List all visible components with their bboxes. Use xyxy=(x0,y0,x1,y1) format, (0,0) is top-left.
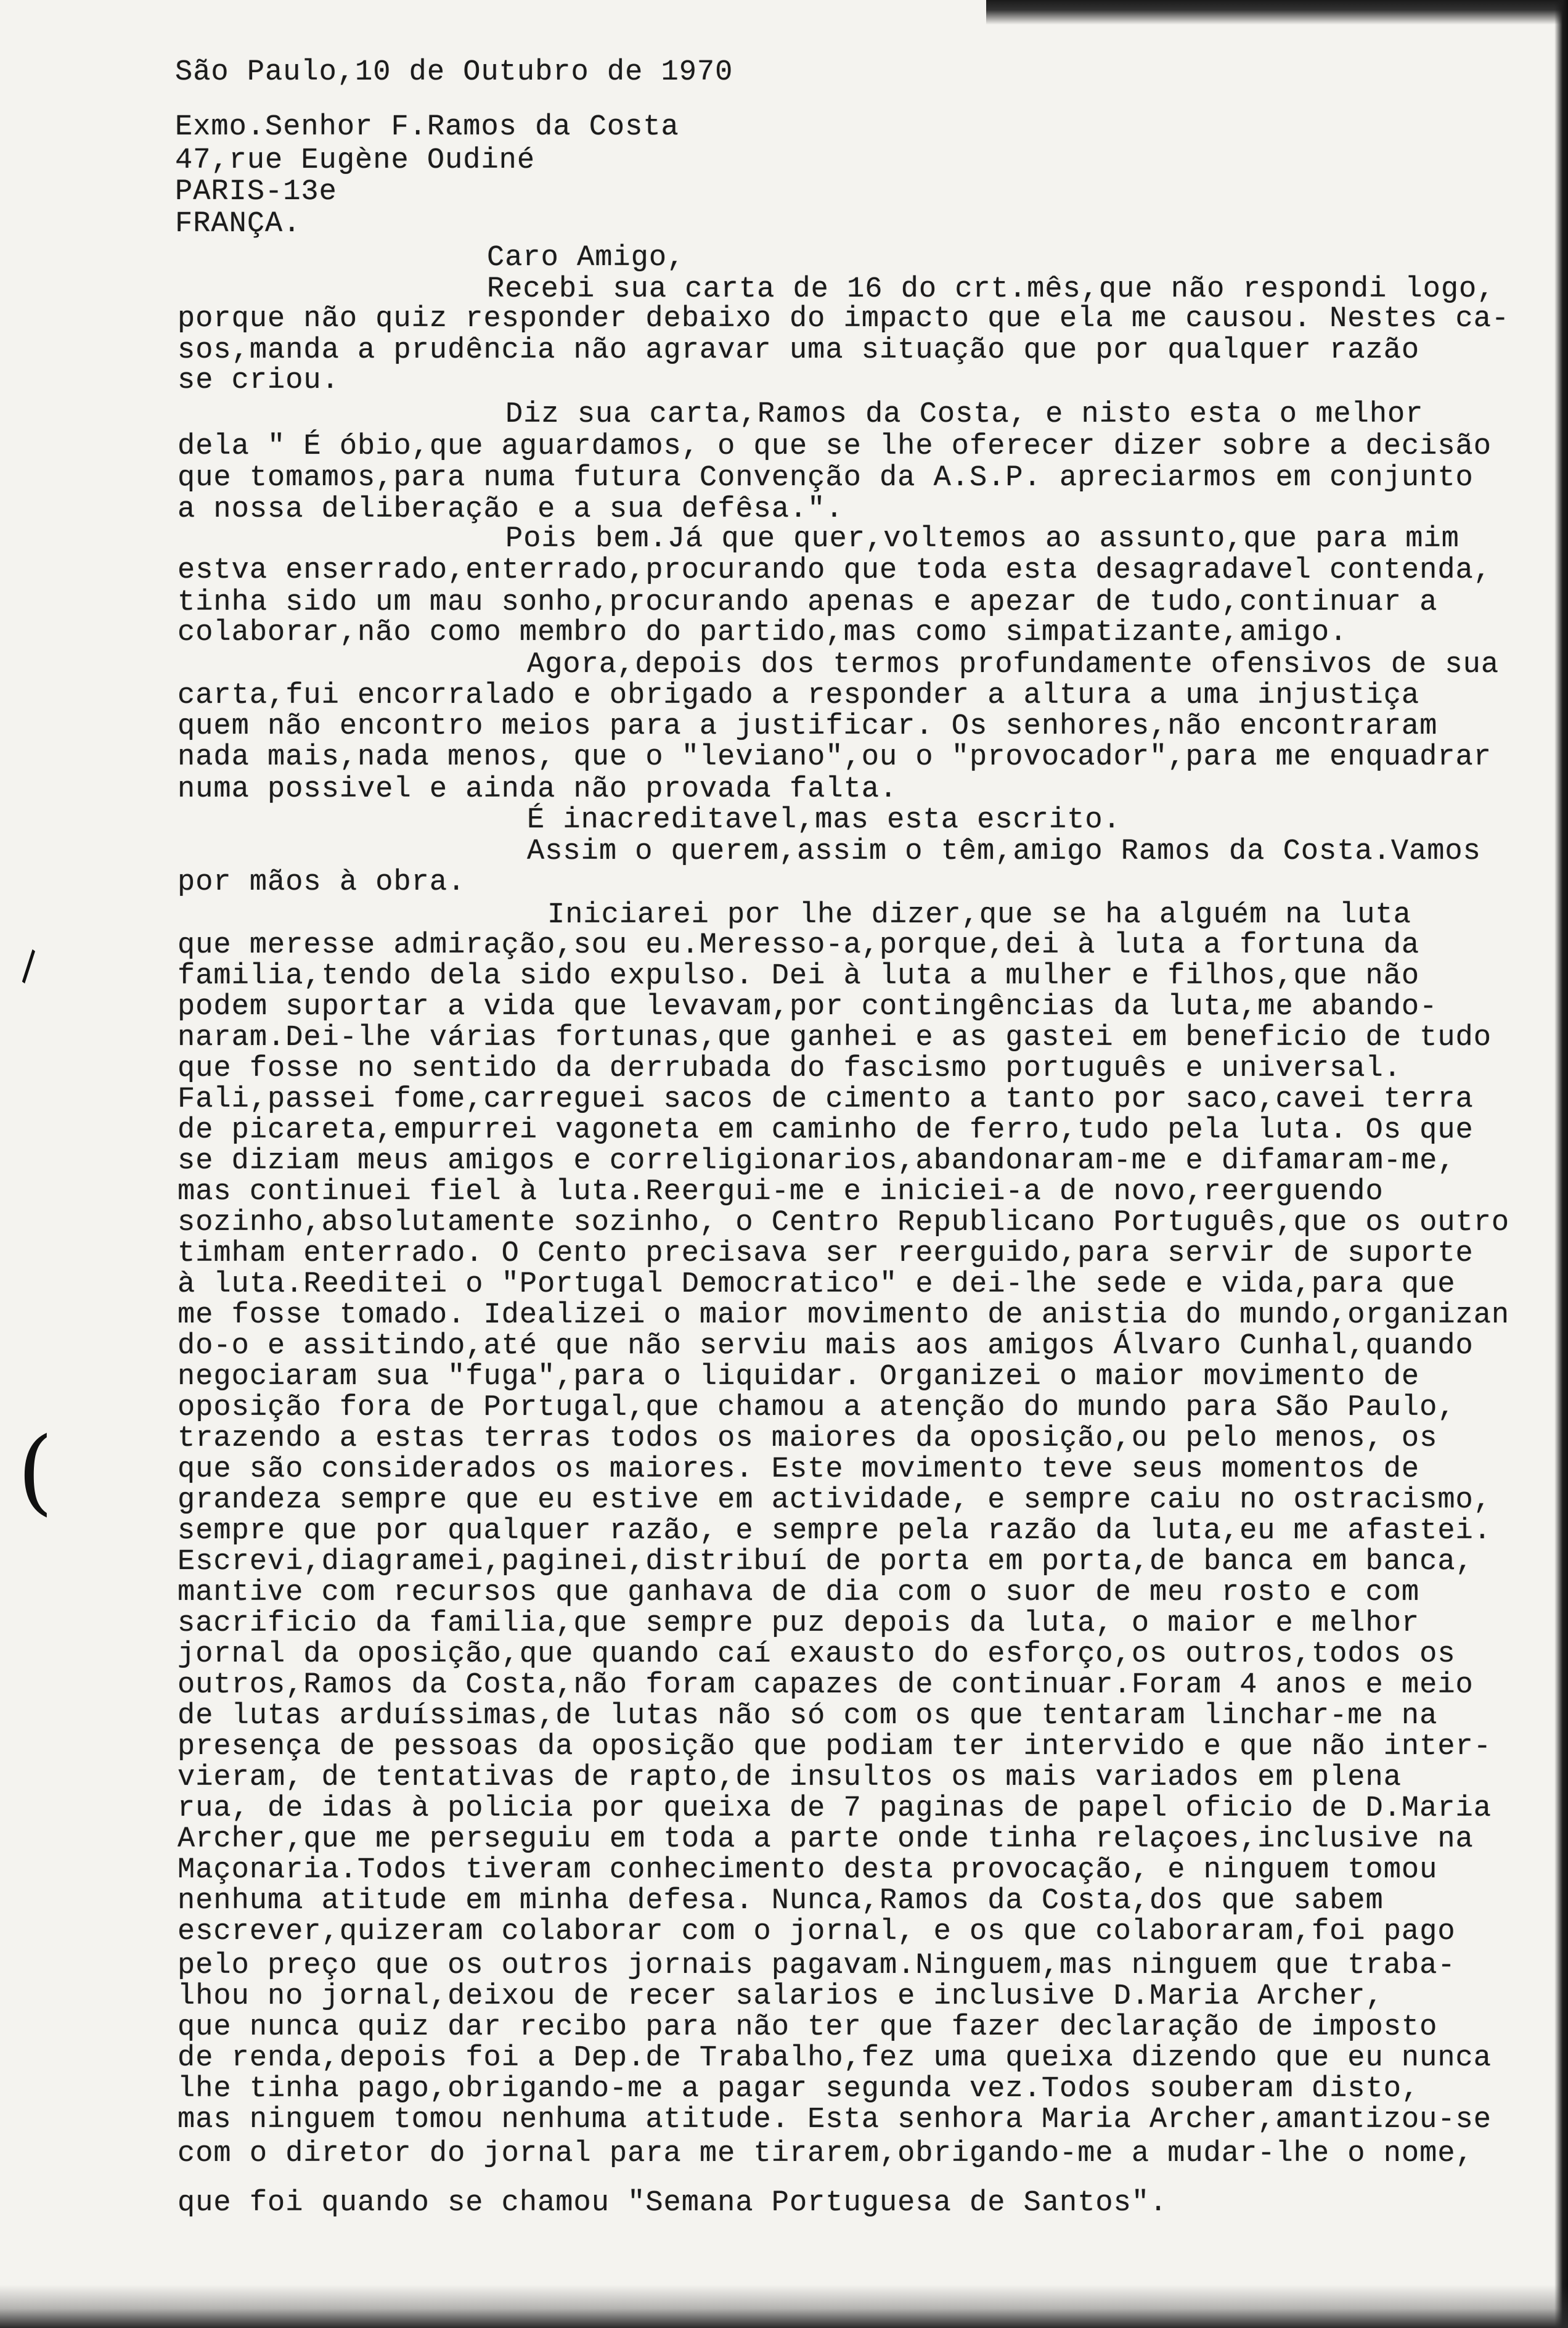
body-line: outros,Ramos da Costa,não foram capazes de continuar.Foram 4 anos e meio xyxy=(178,1669,1474,1702)
body-line: quem não encontro meios para a justificar. Os senhores,não encontraram xyxy=(178,710,1438,743)
body-line: podem suportar a vida que levavam,por contingências da luta,me abando- xyxy=(178,991,1438,1023)
body-line: tinha sido um mau sonho,procurando apenas e apezar de tudo,continuar a xyxy=(178,586,1438,619)
salutation: Caro Amigo, xyxy=(487,242,685,274)
body-line: rua, de idas à policia por queixa de 7 paginas de papel oficio de D.Maria xyxy=(178,1792,1492,1825)
body-line: escrever,quizeram colaborar com o jornal, e os que colaboraram,foi pago xyxy=(178,1916,1456,1948)
body-line: de renda,depois foi a Dep.de Trabalho,fez uma queixa dizendo que eu nunca xyxy=(178,2042,1492,2075)
recipient-line: 47,rue Eugène Oudiné xyxy=(175,144,536,177)
body-line: sempre que por qualquer razão, e sempre pela razão da luta,eu me afastei. xyxy=(178,1515,1492,1547)
body-line: porque não quiz responder debaixo do impacto que ela me causou. Nestes ca- xyxy=(178,303,1510,335)
body-line: por mãos à obra. xyxy=(178,866,466,899)
body-line: de picareta,empurrei vagoneta em caminho de ferro,tudo pela luta. Os que xyxy=(178,1114,1474,1147)
body-line: colaborar,não como membro do partido,mas como simpatizante,amigo. xyxy=(178,617,1348,649)
body-line: mas ninguem tomou nenhuma atitude. Esta senhora Maria Archer,amantizou-se xyxy=(178,2104,1492,2136)
body-line: timham enterrado. O Cento precisava ser reerguido,para servir de suporte xyxy=(178,1237,1474,1270)
body-line: que meresse admiração,sou eu.Meresso-a,porque,dei à luta a fortuna da xyxy=(178,929,1420,962)
body-line: vieram, de tentativas de rapto,de insultos os mais variados em plena xyxy=(178,1761,1402,1794)
body-line: sos,manda a prudência não agravar uma situação que por qualquer razão xyxy=(178,334,1420,367)
recipient-line: PARIS-13e xyxy=(175,176,337,208)
body-line: É inacreditavel,mas esta escrito. xyxy=(527,804,1121,837)
body-line: do-o e assitindo,até que não serviu mais aos amigos Álvaro Cunhal,quando xyxy=(178,1330,1474,1363)
body-line: familia,tendo dela sido expulso. Dei à luta a mulher e filhos,que não xyxy=(178,960,1420,993)
recipient-line: FRANÇA. xyxy=(175,208,301,240)
body-line: nada mais,nada menos, que o "leviano",ou o "provocador",para me enquadrar xyxy=(178,741,1492,774)
body-line: dela " É óbio,que aguardamos, o que se lhe oferecer dizer sobre a decisão xyxy=(178,430,1492,463)
body-line: Pois bem.Já que quer,voltemos ao assunto,que para mim xyxy=(505,523,1460,555)
body-line: Archer,que me perseguiu em toda a parte onde tinha relaçoes,inclusive na xyxy=(178,1823,1474,1856)
body-line: Recebi sua carta de 16 do crt.mês,que não respondi logo, xyxy=(487,273,1495,306)
body-line: de lutas arduíssimas,de lutas não só com os que tentaram linchar-me na xyxy=(178,1700,1438,1732)
body-line: que tomamos,para numa futura Convenção da A.S.P. apreciarmos em conjunto xyxy=(178,462,1474,494)
body-line: que são considerados os maiores. Este movimento teve seus momentos de xyxy=(178,1453,1420,1486)
body-line: nenhuma atitude em minha defesa. Nunca,Ramos da Costa,dos que sabem xyxy=(178,1885,1384,1917)
body-line: numa possivel e ainda não provada falta. xyxy=(178,773,898,806)
body-line: negociaram sua "fuga",para o liquidar. Organizei o maior movimento de xyxy=(178,1361,1420,1393)
body-line: trazendo a estas terras todos os maiores da oposição,ou pelo menos, os xyxy=(178,1422,1438,1455)
body-line: carta,fui encorralado e obrigado a responder a altura a uma injustiça xyxy=(178,679,1420,712)
body-line: me fosse tomado. Idealizei o maior movimento de anistia do mundo,organizan xyxy=(178,1299,1510,1332)
body-line: pelo preço que os outros jornais pagavam.Ninguem,mas ninguem que traba- xyxy=(178,1949,1456,1982)
body-line: Assim o querem,assim o têm,amigo Ramos da Costa.Vamos xyxy=(527,835,1481,868)
margin-bracket-mark: ( xyxy=(17,1418,54,1525)
body-line: Fali,passei fome,carreguei sacos de cimento a tanto por saco,cavei terra xyxy=(178,1083,1474,1116)
body-line: que fosse no sentido da derrubada do fascismo português e universal. xyxy=(178,1052,1402,1085)
body-line: Maçonaria.Todos tiveram conhecimento desta provocação, e ninguem tomou xyxy=(178,1854,1438,1887)
body-line: se diziam meus amigos e correligionarios,abandonaram-me e difamaram-me, xyxy=(178,1145,1456,1178)
body-line: a nossa deliberação e a sua defêsa.". xyxy=(178,493,844,526)
body-line: estva enserrado,enterrado,procurando que toda esta desagradavel contenda, xyxy=(178,554,1492,587)
body-line: presença de pessoas da oposição que podiam ter intervido e que não inter- xyxy=(178,1731,1492,1763)
body-line: que foi quando se chamou "Semana Portuguesa de Santos". xyxy=(178,2187,1168,2219)
body-line: à luta.Reeditei o "Portugal Democratico" e dei-lhe sede e vida,para que xyxy=(178,1268,1456,1301)
body-line: Agora,depois dos termos profundamente ofensivos de sua xyxy=(527,649,1500,681)
body-line: oposição fora de Portugal,que chamou a atenção do mundo para São Paulo, xyxy=(178,1391,1456,1424)
body-line: naram.Dei-lhe várias fortunas,que ganhei e as gastei em beneficio de tudo xyxy=(178,1022,1492,1054)
body-line: grandeza sempre que eu estive em actividade, e sempre caiu no ostracismo, xyxy=(178,1484,1492,1517)
body-line: mantive com recursos que ganhava de dia com o suor de meu rosto e com xyxy=(178,1576,1420,1609)
body-line: sozinho,absolutamente sozinho, o Centro Republicano Português,que os outro xyxy=(178,1207,1510,1239)
recipient-line: Exmo.Senhor F.Ramos da Costa xyxy=(175,111,679,144)
body-line: que nunca quiz dar recibo para não ter que fazer declaração de imposto xyxy=(178,2011,1438,2044)
body-line: mas continuei fiel à luta.Reergui-me e iniciei-a de novo,reerguendo xyxy=(178,1176,1384,1208)
body-line: sacrificio da familia,que sempre puz depois da luta, o maior e melhor xyxy=(178,1607,1420,1640)
margin-tick-mark: \ xyxy=(10,943,47,989)
body-line: Diz sua carta,Ramos da Costa, e nisto esta o melhor xyxy=(505,398,1424,431)
body-line: com o diretor do jornal para me tirarem,obrigando-me a mudar-lhe o nome, xyxy=(178,2137,1474,2170)
body-line: Iniciarei por lhe dizer,que se ha alguém na luta xyxy=(547,899,1411,932)
body-line: jornal da oposição,que quando caí exausto do esforço,os outros,todos os xyxy=(178,1638,1456,1671)
letter-date: São Paulo,10 de Outubro de 1970 xyxy=(175,56,733,89)
body-line: se criou. xyxy=(178,364,340,397)
body-line: lhe tinha pago,obrigando-me a pagar segunda vez.Todos souberam disto, xyxy=(178,2073,1420,2105)
body-line: Escrevi,diagramei,paginei,distribuí de porta em porta,de banca em banca, xyxy=(178,1546,1474,1578)
body-line: lhou no jornal,deixou de recer salarios e inclusive D.Maria Archer, xyxy=(178,1980,1384,2013)
